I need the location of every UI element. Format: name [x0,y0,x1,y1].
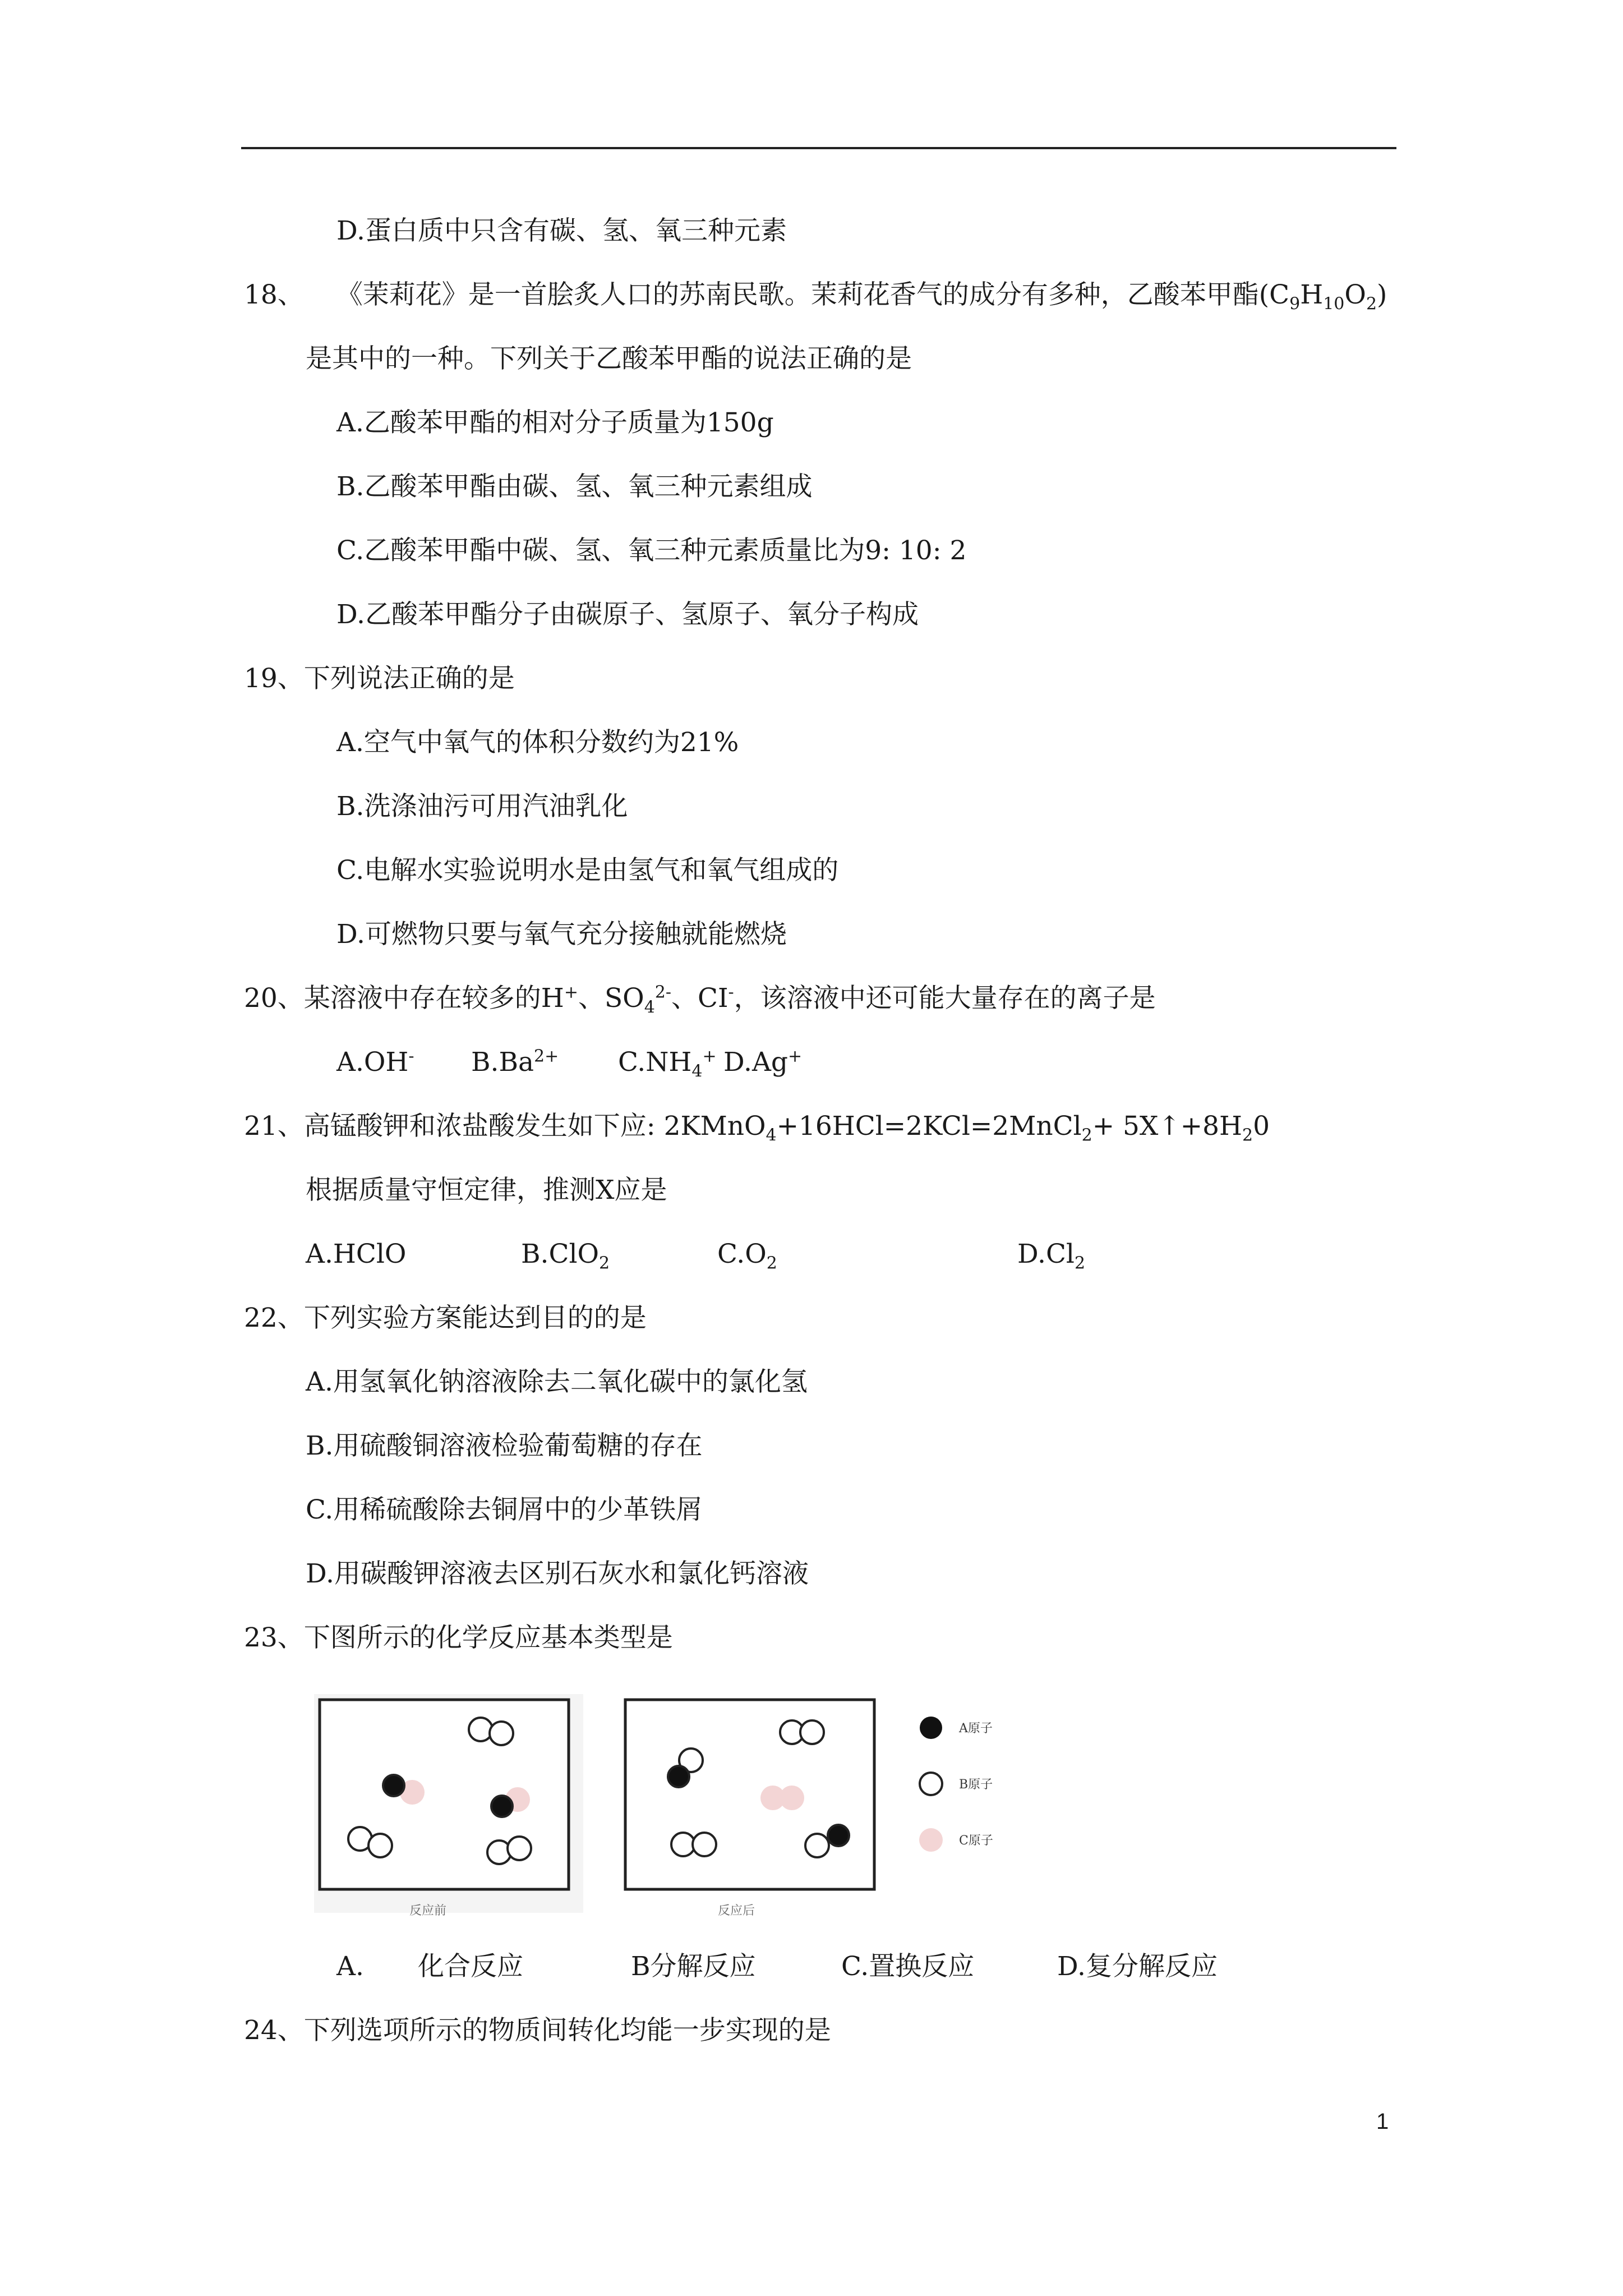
q18-stem-text: 《茉莉花》是一首脍炙人口的苏南民歌。茉莉花香气的成分有多种，乙酸苯甲酯(C [336,279,1290,310]
q20-cl-sup: - [728,982,734,1002]
q20-option-c-text: C.NH [618,1047,692,1078]
q18-o-sub: 2 [1366,294,1377,314]
q22-option-a: A.用氢氧化钠溶液除去二氧化碳中的氯化氢 [306,1366,808,1397]
b-atom [368,1834,392,1857]
q21-option-a [306,1237,521,1271]
q20-text-b: 、SO [578,983,644,1014]
q17-option-d: D.蛋白质中只含有碳、氢、氧三种元素 [336,215,787,246]
q21-option-c [717,1237,1017,1271]
q20-option-c-sup: + [702,1046,717,1066]
q21-option-b [521,1237,717,1271]
q18-close: ) [1377,279,1387,310]
q20-option-a-sup: - [408,1046,414,1066]
legend [919,1717,993,1852]
q21-option-a-text: A.HClO [306,1239,407,1269]
q21-option-b-text: B.ClO [521,1239,600,1269]
a-atom [491,1796,513,1817]
q21-text-d: 0 [1253,1111,1270,1142]
q23-number: 23、 [244,1622,304,1653]
b-atom [490,1722,513,1745]
a-atom [668,1766,689,1787]
q18-stem-line2: 是其中的一种。下列关于乙酸苯甲酯的说法正确的是 [306,343,912,374]
q19-stem-text: 下列说法正确的是 [303,663,515,694]
q18-c-sub: 9 [1289,294,1301,314]
q20-number: 20、 [244,983,304,1014]
q20-text-a: 某溶液中存在较多的H [303,983,564,1014]
q19-option-d: D.可燃物只要与氧气充分接触就能燃烧 [336,919,787,950]
q20-option-b-text: B.Ba [471,1047,534,1078]
q20-so-sub: 4 [644,997,655,1018]
before-box [320,1700,569,1889]
q19-number: 19、 [244,663,304,694]
q20-h-sup: + [564,982,578,1002]
q19-stem [244,662,515,696]
q18-option-d: D.乙酸苯甲酯分子由碳原子、氢原子、氧分子构成 [336,599,919,630]
q23-options [336,1950,1218,1984]
q21-option-c-text: C.O [717,1239,767,1269]
q20-text-c: 、CI [671,983,728,1014]
a-atom [828,1825,849,1846]
q24-number: 24、 [244,2015,304,2046]
q20-option-a [336,1046,471,1079]
q18-option-b: B.乙酸苯甲酯由碳、氢、氧三种元素组成 [336,471,813,502]
q20-option-b-sup: 2+ [534,1046,559,1066]
q21-text-b: +16HCl=2KCl=2MnCl [776,1111,1082,1142]
legend-b-swatch [920,1773,942,1795]
q20-stem [244,982,1156,1018]
after-box [625,1700,874,1889]
legend-c-label: C原子 [959,1834,993,1848]
q21-sub1: 4 [766,1125,777,1145]
q23-stem [244,1621,673,1655]
q23-option-d: D.复分解反应 [1057,1951,1218,1982]
q22-stem [244,1301,647,1335]
q24-stem-text: 下列选项所示的物质间转化均能一步实现的是 [303,2015,831,2046]
q18-option-a: A.乙酸苯甲酯的相对分子质量为150g [336,407,774,438]
q22-option-c: C.用稀硫酸除去铜屑中的少革铁屑 [306,1494,703,1525]
q21-stem [244,1110,1270,1143]
q21-stem-line2: 根据质量守恒定律，推测X应是 [306,1175,667,1205]
q21-option-d-sub: 2 [1074,1253,1086,1273]
before-label: 反应前 [409,1904,447,1918]
b-atom [469,1718,492,1741]
q22-stem-text: 下列实验方案能达到目的的是 [303,1303,647,1333]
q23-option-a-text: 化合反应 [418,1951,523,1982]
q18-h: H [1300,279,1324,310]
q19-option-c: C.电解水实验说明水是由氢气和氧气组成的 [336,855,839,886]
legend-a-swatch [920,1717,942,1739]
q19-option-a: A.空气中氧气的体积分数约为21% [336,727,739,758]
after-label: 反应后 [718,1904,755,1918]
q18-stem-line1 [244,278,1387,312]
q22-option-d: D.用碳酸钾溶液去区别石灰水和氯化钙溶液 [306,1558,809,1589]
q21-option-d-text: D.Cl [1017,1239,1075,1269]
legend-a-label: A原子 [959,1722,993,1736]
q18-number: 18、 [244,279,304,310]
reaction-diagram [303,1688,1088,1930]
q23-option-c: C.置换反应 [841,1951,975,1982]
page-number: 1 [1376,2109,1389,2134]
b-atom [805,1834,829,1857]
a-atom [383,1775,404,1796]
q20-text-d: ，该溶液中还可能大量存在的离子是 [734,983,1156,1014]
q23-stem-text: 下图所示的化学反应基本类型是 [303,1622,673,1653]
q20-option-c-sub: 4 [691,1061,703,1082]
q21-option-d [1017,1237,1085,1271]
b-atom [693,1833,716,1856]
q20-option-b [471,1046,618,1079]
q20-option-c [618,1046,723,1082]
q21-sub2: 2 [1081,1125,1092,1145]
legend-b-label: B原子 [959,1778,993,1792]
legend-c-swatch [919,1828,943,1852]
q22-option-b: B.用硫酸铜溶液检验葡萄糖的存在 [306,1430,703,1461]
q20-option-d-sup: + [787,1046,803,1066]
q20-option-a-text: A.OH [336,1047,409,1078]
q21-number: 21、 [244,1111,304,1142]
q21-text-a: 高锰酸钾和浓盐酸发生如下应: 2KMnO [303,1111,766,1142]
q19-option-b: B.洗涤油污可用汽油乳化 [336,791,628,822]
c-atom [780,1786,804,1810]
q24-stem [244,2014,831,2047]
q22-number: 22、 [244,1303,304,1333]
b-atom [508,1837,531,1860]
q18-option-c: C.乙酸苯甲酯中碳、氢、氧三种元素质量比为9: 10: 2 [336,535,967,566]
q21-text-c: + 5X↑+8H [1092,1111,1243,1142]
b-atom [800,1720,824,1744]
q20-option-d [723,1046,802,1079]
q23-option-b: B分解反应 [631,1951,756,1982]
q20-option-d-text: D.Ag [723,1047,788,1078]
q18-h-sub: 10 [1323,294,1345,314]
q21-options [306,1237,1085,1271]
q21-option-c-sub: 2 [766,1253,777,1273]
q20-so-sup: 2- [654,982,672,1002]
q21-sub3: 2 [1242,1125,1253,1145]
header-rule [241,147,1396,149]
q18-o: O [1344,279,1366,310]
b-atom [671,1833,695,1856]
q23-option-a-letter: A. [336,1951,364,1982]
q20-options [336,1046,803,1082]
q21-option-b-sub: 2 [599,1253,610,1273]
